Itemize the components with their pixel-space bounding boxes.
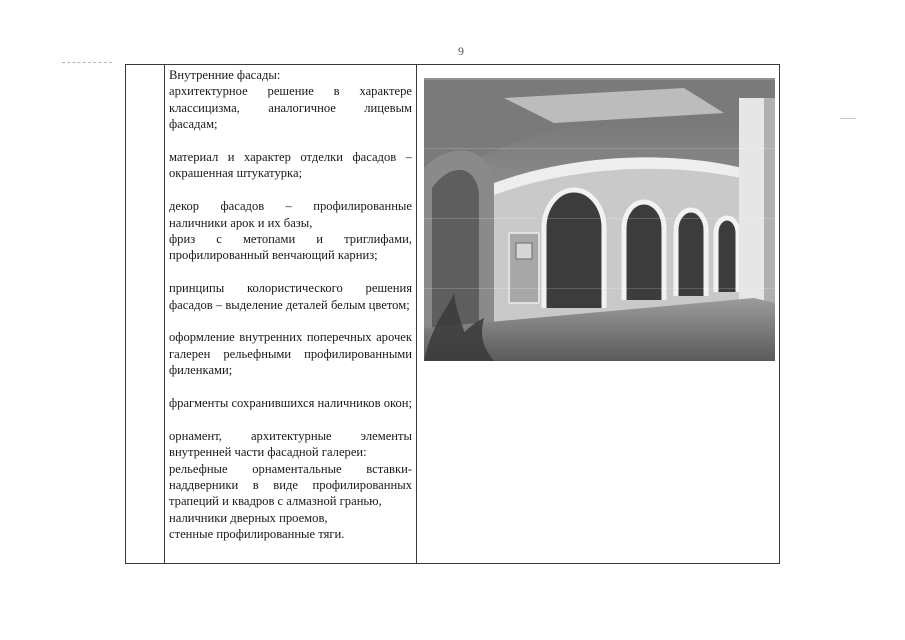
column-divider-2 (416, 65, 417, 563)
description-cell (169, 67, 412, 543)
paragraph-line: оформление внутренних поперечных арочек галерен рельефными профилированными филенками; (169, 330, 412, 378)
paragraph-line: стенные профилированные тяги. (169, 527, 345, 542)
paragraph-line: фрагменты сохранившихся наличников окон; (169, 396, 413, 411)
paragraph-line: орнамент, архитектурные элементы внутренней части фасадной галереи: (169, 428, 412, 460)
paragraph-line: фриз с метопами и триглифами, профилированный венчающий карниз; (169, 232, 412, 263)
photo-courtyard-arcade-icon (424, 78, 775, 361)
paragraph-line: Внутренние фасады: (169, 68, 281, 82)
description-table (125, 64, 780, 564)
paragraph-line: материал и характер отделки фасадов – окрашенная штукатурка; (169, 150, 412, 181)
scan-margin-mark (62, 62, 112, 63)
courtyard-arcade-photo (424, 78, 775, 361)
paragraph-line: архитектурное решение в характере классицизма, аналогичное лицевым фасадам; (169, 84, 412, 132)
page-number: 9 (458, 44, 464, 58)
paragraph-line: рельефные орнаментальные вставки-наддверники в виде профилированных трапеций и квадров с алмазной гранью, (169, 461, 412, 509)
column-divider-1 (164, 65, 165, 563)
paragraph-line: наличники дверных проемов, (169, 510, 328, 525)
paragraph-line: декор фасадов – профилированные наличники арок и их базы, (169, 199, 412, 230)
scan-margin-mark-right (840, 118, 856, 119)
paragraph-line: принципы колористического решения фасадов – выделение деталей белым цветом; (169, 281, 412, 312)
